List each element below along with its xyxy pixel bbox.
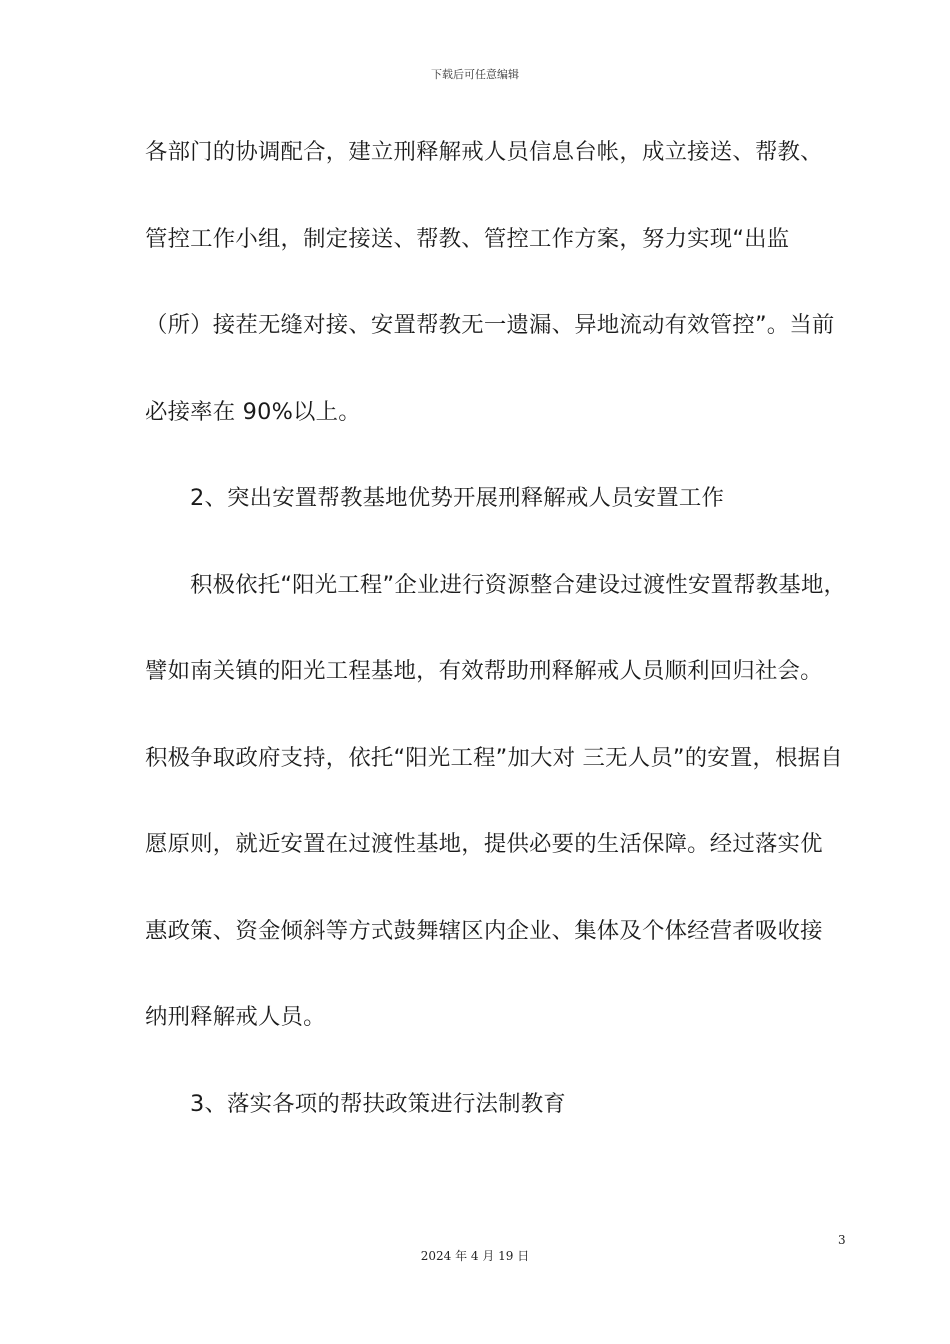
body-line: 纳刑释解戒人员。 (145, 1004, 326, 1030)
body-line: 各部门的协调配合，建立刑释解戒人员信息台帐，成立接送、帮教、 (145, 139, 823, 165)
body-line: 必接率在 90%以上。 (145, 398, 361, 425)
body-line: 积极依托“阳光工程”企业进行资源整合建设过渡性安置帮教基地， (190, 571, 847, 598)
footer-date: 2024 年 4 月 19 日 (420, 1249, 530, 1263)
body-line: 惠政策、资金倾斜等方式鼓舞辖区内企业、集体及个体经营者吸收接 (145, 917, 823, 944)
page-header: 下载后可任意编辑 (431, 68, 519, 81)
section-heading: 2、突出安置帮教基地优势开展刑释解戒人员安置工作 (190, 485, 725, 511)
body-line: （所）接茬无缝对接、安置帮教无一遗漏、异地流动有效管控”。当前 (145, 312, 835, 338)
section-heading: 3、落实各项的帮扶政策进行法制教育 (190, 1090, 566, 1117)
body-line: 愿原则，就近安置在过渡性基地，提供必要的生活保障。经过落实优 (145, 831, 823, 857)
body-line: 管控工作小组，制定接送、帮教、管控工作方案，努力实现“出监 (145, 225, 790, 252)
body-line: 譬如南关镇的阳光工程基地，有效帮助刑释解戒人员顺利回归社会。 (145, 658, 823, 684)
document-body (145, 130, 865, 1168)
page-number: 3 (838, 1233, 846, 1247)
body-line: 积极争取政府支持，依托“阳光工程”加大对 三无人员”的安置，根据自 (145, 744, 843, 771)
